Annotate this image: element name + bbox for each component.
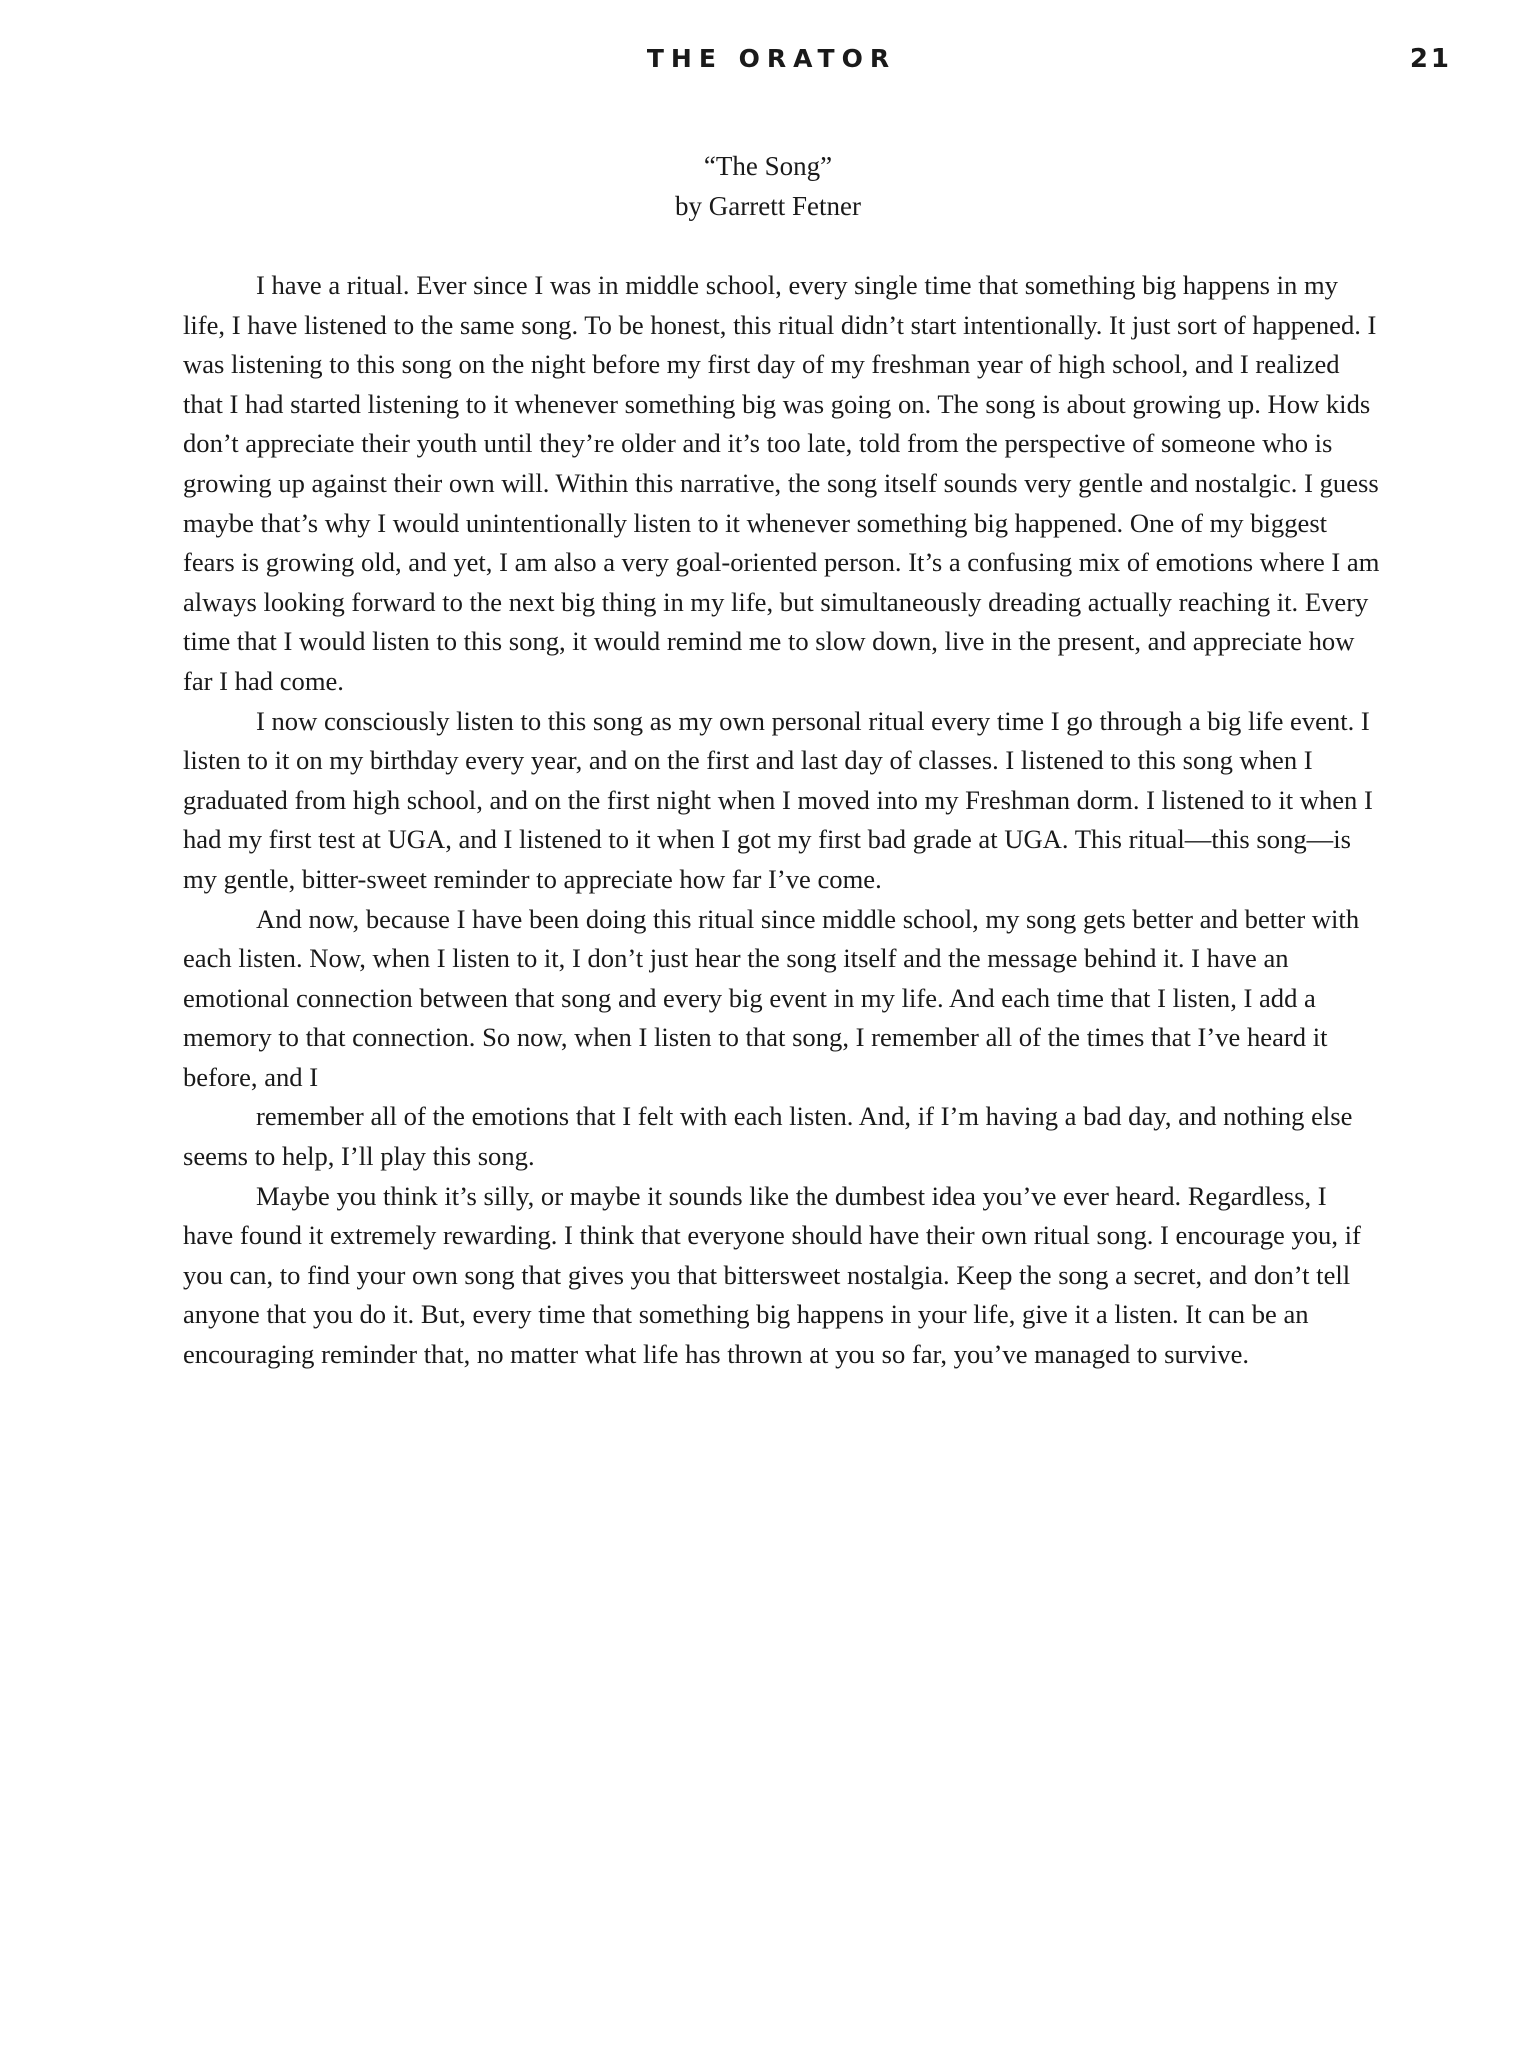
running-header [0, 42, 1536, 78]
journal-title: THE ORATOR [646, 44, 897, 73]
body-paragraph: I have a ritual. Ever since I was in middle school, every single time that something big happens in my life, I have listened to the same song. To be honest, this ritual didn’t start intentionally. It just sort of happened. I was listening to this song on the night before my first day of my freshman year of high school, and I realized that I had started listening to it whenever something big was going on. The song is about growing up. How kids don’t appreciate their youth until they’re older and it’s too late, told from the perspective of someone who is growing up against their own will. Within this narrative, the song itself sounds very gentle and nostalgic. I guess maybe that’s why I would unintentionally listen to it whenever something big happened. One of my biggest fears is growing old, and yet, I am also a very goal-oriented person. It’s a confusing mix of emotions where I am always looking forward to the next big thing in my life, but simultaneously dreading actually reaching it. Every time that I would listen to this song, it would remind me to slow down, live in the present, and appreciate how far I had come. [183, 270, 1380, 696]
body-paragraph: I now consciously listen to this song as my own personal ritual every time I go through a big life event. I listen to it on my birthday every year, and on the first and last day of classes. I listened to this song when I graduated from high school, and on the first night when I moved into my Freshman dorm. I listened to it when I had my first test at UGA, and I listened to it when I got my first bad grade at UGA. This ritual—this song—is my gentle, bitter-sweet reminder to appreciate how far I’ve come. [183, 705, 1373, 894]
body-paragraph: Maybe you think it’s silly, or maybe it sounds like the dumbest idea you’ve ever heard. Regardless, I have found it extremely rewarding. I think that everyone should have their own ritual song. I encourage you, if you can, to find your own song that gives you that bittersweet nostalgia. Keep the song a secret, and don’t tell anyone that you do it. But, every time that something big happens in your life, give it a listen. It can be an encouraging reminder that, no matter what life has thrown at you so far, you’ve managed to survive. [183, 1180, 1361, 1370]
article-header [0, 146, 1536, 226]
article-byline: by Garrett Fetner [675, 191, 861, 221]
body-paragraph: remember all of the emotions that I felt with each listen. And, if I’m having a bad day, and nothing else seems to help, I’ll play this song. [183, 1101, 1353, 1172]
article-title: “The Song” [703, 151, 833, 181]
body-paragraph: And now, because I have been doing this ritual since middle school, my song gets better and better with each listen. Now, when I listen to it, I don’t just hear the song itself and the message behind it. I have an emotional connection between that song and every big event in my life. And each time that I listen, I add a memory to that connection. So now, when I listen to that song, I remember all of the times that I’ve heard it before, and I [183, 903, 1360, 1092]
page-number: 21 [1409, 44, 1452, 74]
article-body [183, 266, 1383, 1375]
